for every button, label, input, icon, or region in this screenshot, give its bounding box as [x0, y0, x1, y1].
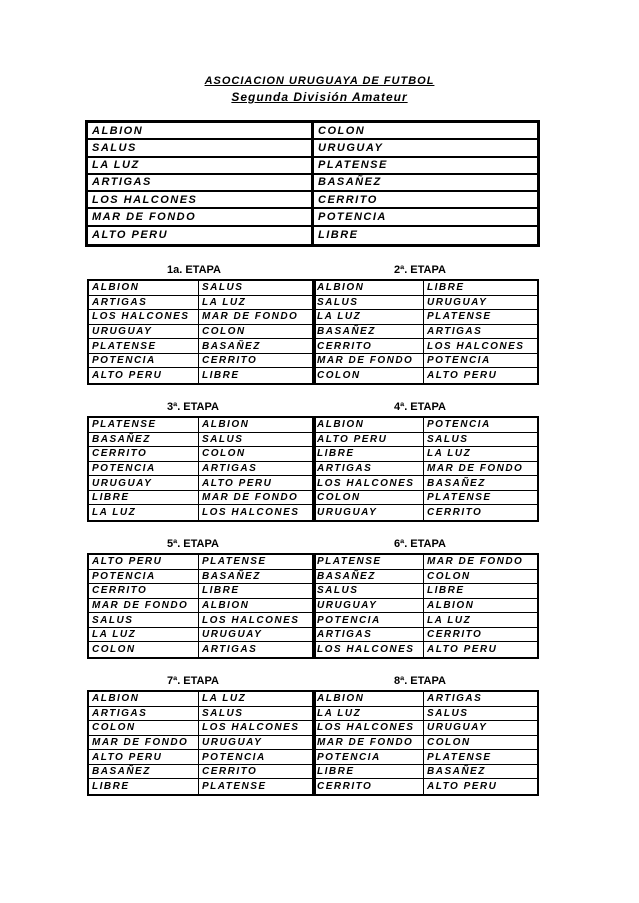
- away-team-cell: POTENCIA: [424, 418, 537, 433]
- home-team-cell: SALUS: [314, 296, 424, 311]
- away-team-cell: LIBRE: [199, 584, 314, 599]
- away-team-cell: ARTIGAS: [424, 692, 537, 707]
- away-team-cell: LOS HALCONES: [199, 613, 314, 628]
- home-team-cell: COLON: [89, 642, 199, 657]
- away-team-cell: LIBRE: [424, 584, 537, 599]
- away-team-cell: SALUS: [424, 433, 537, 448]
- home-team-cell: LIBRE: [89, 491, 199, 506]
- home-team-cell: PLATENSE: [89, 339, 199, 354]
- home-team-cell: MAR DE FONDO: [89, 736, 199, 751]
- team-cell: LIBRE: [318, 229, 359, 242]
- team-cell: PLATENSE: [314, 158, 537, 175]
- away-team-cell: LA LUZ: [424, 447, 537, 462]
- stage-table: [87, 279, 316, 385]
- home-team-cell: LOS HALCONES: [89, 310, 199, 325]
- team-cell: CERRITO: [314, 192, 537, 209]
- away-team-cell: ARTIGAS: [424, 325, 537, 340]
- away-team-cell: BASAÑEZ: [199, 339, 314, 354]
- home-team-cell: LA LUZ: [89, 505, 199, 520]
- home-team-cell: ALBION: [314, 692, 424, 707]
- away-team-cell: MAR DE FONDO: [199, 491, 314, 506]
- stage-table: [312, 279, 539, 385]
- away-team-cell: PLATENSE: [202, 781, 267, 793]
- stage-title: 5ª. ETAPA: [167, 538, 219, 550]
- home-team-cell: COLON: [89, 721, 199, 736]
- away-team-cell: MAR DE FONDO: [199, 310, 314, 325]
- home-team-cell: LOS HALCONES: [314, 476, 424, 491]
- home-team-cell: LA LUZ: [314, 707, 424, 722]
- stage-title: 2ª. ETAPA: [394, 264, 446, 276]
- home-team-cell: BASAÑEZ: [314, 570, 424, 585]
- home-team-cell: POTENCIA: [89, 462, 199, 477]
- home-team-cell: URUGUAY: [314, 599, 424, 614]
- stage-table: [87, 690, 316, 796]
- home-team-cell: URUGUAY: [89, 476, 199, 491]
- home-team-cell: LOS HALCONES: [314, 642, 424, 657]
- stage-table: [87, 416, 316, 522]
- away-team-cell: MAR DE FONDO: [424, 555, 537, 570]
- home-team-cell: CERRITO: [89, 584, 199, 599]
- team-cell: BASAÑEZ: [314, 175, 537, 192]
- away-team-cell: LOS HALCONES: [202, 507, 300, 519]
- away-team-cell: ALBION: [199, 418, 314, 433]
- away-team-cell: SALUS: [199, 281, 314, 296]
- away-team-cell: ALTO PERU: [427, 370, 498, 382]
- home-team-cell: LA LUZ: [314, 310, 424, 325]
- away-team-cell: ARTIGAS: [199, 462, 314, 477]
- home-team-cell: LOS HALCONES: [314, 721, 424, 736]
- home-team-cell: CERRITO: [89, 447, 199, 462]
- association-title: ASOCIACION URUGUAYA DE FUTBOL: [204, 75, 435, 87]
- team-cell: COLON: [314, 123, 537, 140]
- home-team-cell: ALTO PERU: [89, 750, 199, 765]
- away-team-cell: PLATENSE: [199, 555, 314, 570]
- stage-table: [87, 553, 316, 659]
- team-cell: ALBION: [88, 123, 314, 140]
- division-subtitle: Segunda División Amateur: [231, 90, 408, 104]
- away-team-cell: LIBRE: [424, 281, 537, 296]
- away-team-cell: ARTIGAS: [202, 644, 258, 656]
- home-team-cell: COLON: [314, 368, 424, 383]
- stage-table: [312, 690, 539, 796]
- away-team-cell: PLATENSE: [424, 750, 537, 765]
- away-team-cell: PLATENSE: [424, 491, 537, 506]
- team-cell: ALTO PERU: [88, 227, 314, 244]
- home-team-cell: LA LUZ: [89, 628, 199, 643]
- stage-title: 6ª. ETAPA: [394, 538, 446, 550]
- home-team-cell: BASAÑEZ: [314, 325, 424, 340]
- home-team-cell: ARTIGAS: [89, 707, 199, 722]
- stage-table: [312, 553, 539, 659]
- home-team-cell: SALUS: [89, 613, 199, 628]
- home-team-cell: ARTIGAS: [314, 628, 424, 643]
- home-team-cell: POTENCIA: [89, 354, 199, 369]
- away-team-cell: BASAÑEZ: [424, 476, 537, 491]
- home-team-cell: ALBION: [314, 418, 424, 433]
- away-team-cell: COLON: [424, 736, 537, 751]
- home-team-cell: COLON: [314, 491, 424, 506]
- away-team-cell: CERRITO: [199, 354, 314, 369]
- home-team-cell: BASAÑEZ: [89, 765, 199, 780]
- away-team-cell: ALTO PERU: [427, 781, 498, 793]
- away-team-cell: MAR DE FONDO: [424, 462, 537, 477]
- home-team-cell: LIBRE: [314, 447, 424, 462]
- home-team-cell: LIBRE: [89, 779, 199, 794]
- team-cell: URUGUAY: [314, 140, 537, 157]
- away-team-cell: URUGUAY: [199, 736, 314, 751]
- stage-title: 8ª. ETAPA: [394, 675, 446, 687]
- stage-title: 7ª. ETAPA: [167, 675, 219, 687]
- away-team-cell: COLON: [199, 325, 314, 340]
- away-team-cell: LOS HALCONES: [199, 721, 314, 736]
- home-team-cell: PLATENSE: [314, 555, 424, 570]
- home-team-cell: ALTO PERU: [314, 433, 424, 448]
- away-team-cell: POTENCIA: [199, 750, 314, 765]
- home-team-cell: BASAÑEZ: [89, 433, 199, 448]
- away-team-cell: CERRITO: [427, 507, 483, 519]
- teams-table: [85, 120, 540, 247]
- away-team-cell: LA LUZ: [424, 613, 537, 628]
- home-team-cell: POTENCIA: [314, 750, 424, 765]
- home-team-cell: ALBION: [314, 281, 424, 296]
- home-team-cell: POTENCIA: [89, 570, 199, 585]
- stage-title: 1a. ETAPA: [167, 264, 221, 276]
- home-team-cell: LIBRE: [314, 765, 424, 780]
- team-cell: SALUS: [88, 140, 314, 157]
- home-team-cell: ALTO PERU: [89, 368, 199, 383]
- team-cell: LOS HALCONES: [88, 192, 314, 209]
- home-team-cell: SALUS: [314, 584, 424, 599]
- away-team-cell: ALTO PERU: [427, 644, 498, 656]
- home-team-cell: MAR DE FONDO: [314, 736, 424, 751]
- home-team-cell: CERRITO: [314, 779, 424, 794]
- team-cell: ARTIGAS: [88, 175, 314, 192]
- away-team-cell: LA LUZ: [199, 296, 314, 311]
- stage-table: [312, 416, 539, 522]
- away-team-cell: BASAÑEZ: [424, 765, 537, 780]
- away-team-cell: BASAÑEZ: [199, 570, 314, 585]
- away-team-cell: SALUS: [199, 433, 314, 448]
- away-team-cell: URUGUAY: [424, 721, 537, 736]
- away-team-cell: SALUS: [199, 707, 314, 722]
- away-team-cell: ALTO PERU: [199, 476, 314, 491]
- away-team-cell: CERRITO: [199, 765, 314, 780]
- home-team-cell: POTENCIA: [314, 613, 424, 628]
- home-team-cell: ALBION: [89, 692, 199, 707]
- away-team-cell: URUGUAY: [424, 296, 537, 311]
- home-team-cell: URUGUAY: [314, 505, 424, 520]
- away-team-cell: LA LUZ: [199, 692, 314, 707]
- away-team-cell: POTENCIA: [424, 354, 537, 369]
- away-team-cell: LOS HALCONES: [424, 339, 537, 354]
- home-team-cell: ARTIGAS: [314, 462, 424, 477]
- stage-title: 3ª. ETAPA: [167, 401, 219, 413]
- team-cell: MAR DE FONDO: [88, 209, 314, 226]
- away-team-cell: PLATENSE: [424, 310, 537, 325]
- team-cell: POTENCIA: [314, 209, 537, 226]
- away-team-cell: LIBRE: [202, 370, 240, 382]
- home-team-cell: URUGUAY: [89, 325, 199, 340]
- away-team-cell: CERRITO: [424, 628, 537, 643]
- home-team-cell: MAR DE FONDO: [89, 599, 199, 614]
- away-team-cell: COLON: [199, 447, 314, 462]
- home-team-cell: ARTIGAS: [89, 296, 199, 311]
- home-team-cell: ALBION: [89, 281, 199, 296]
- home-team-cell: PLATENSE: [89, 418, 199, 433]
- away-team-cell: ALBION: [199, 599, 314, 614]
- home-team-cell: ALTO PERU: [89, 555, 199, 570]
- away-team-cell: SALUS: [424, 707, 537, 722]
- home-team-cell: CERRITO: [314, 339, 424, 354]
- team-cell: LA LUZ: [88, 158, 314, 175]
- home-team-cell: MAR DE FONDO: [314, 354, 424, 369]
- away-team-cell: ALBION: [424, 599, 537, 614]
- away-team-cell: URUGUAY: [199, 628, 314, 643]
- away-team-cell: COLON: [424, 570, 537, 585]
- stage-title: 4ª. ETAPA: [394, 401, 446, 413]
